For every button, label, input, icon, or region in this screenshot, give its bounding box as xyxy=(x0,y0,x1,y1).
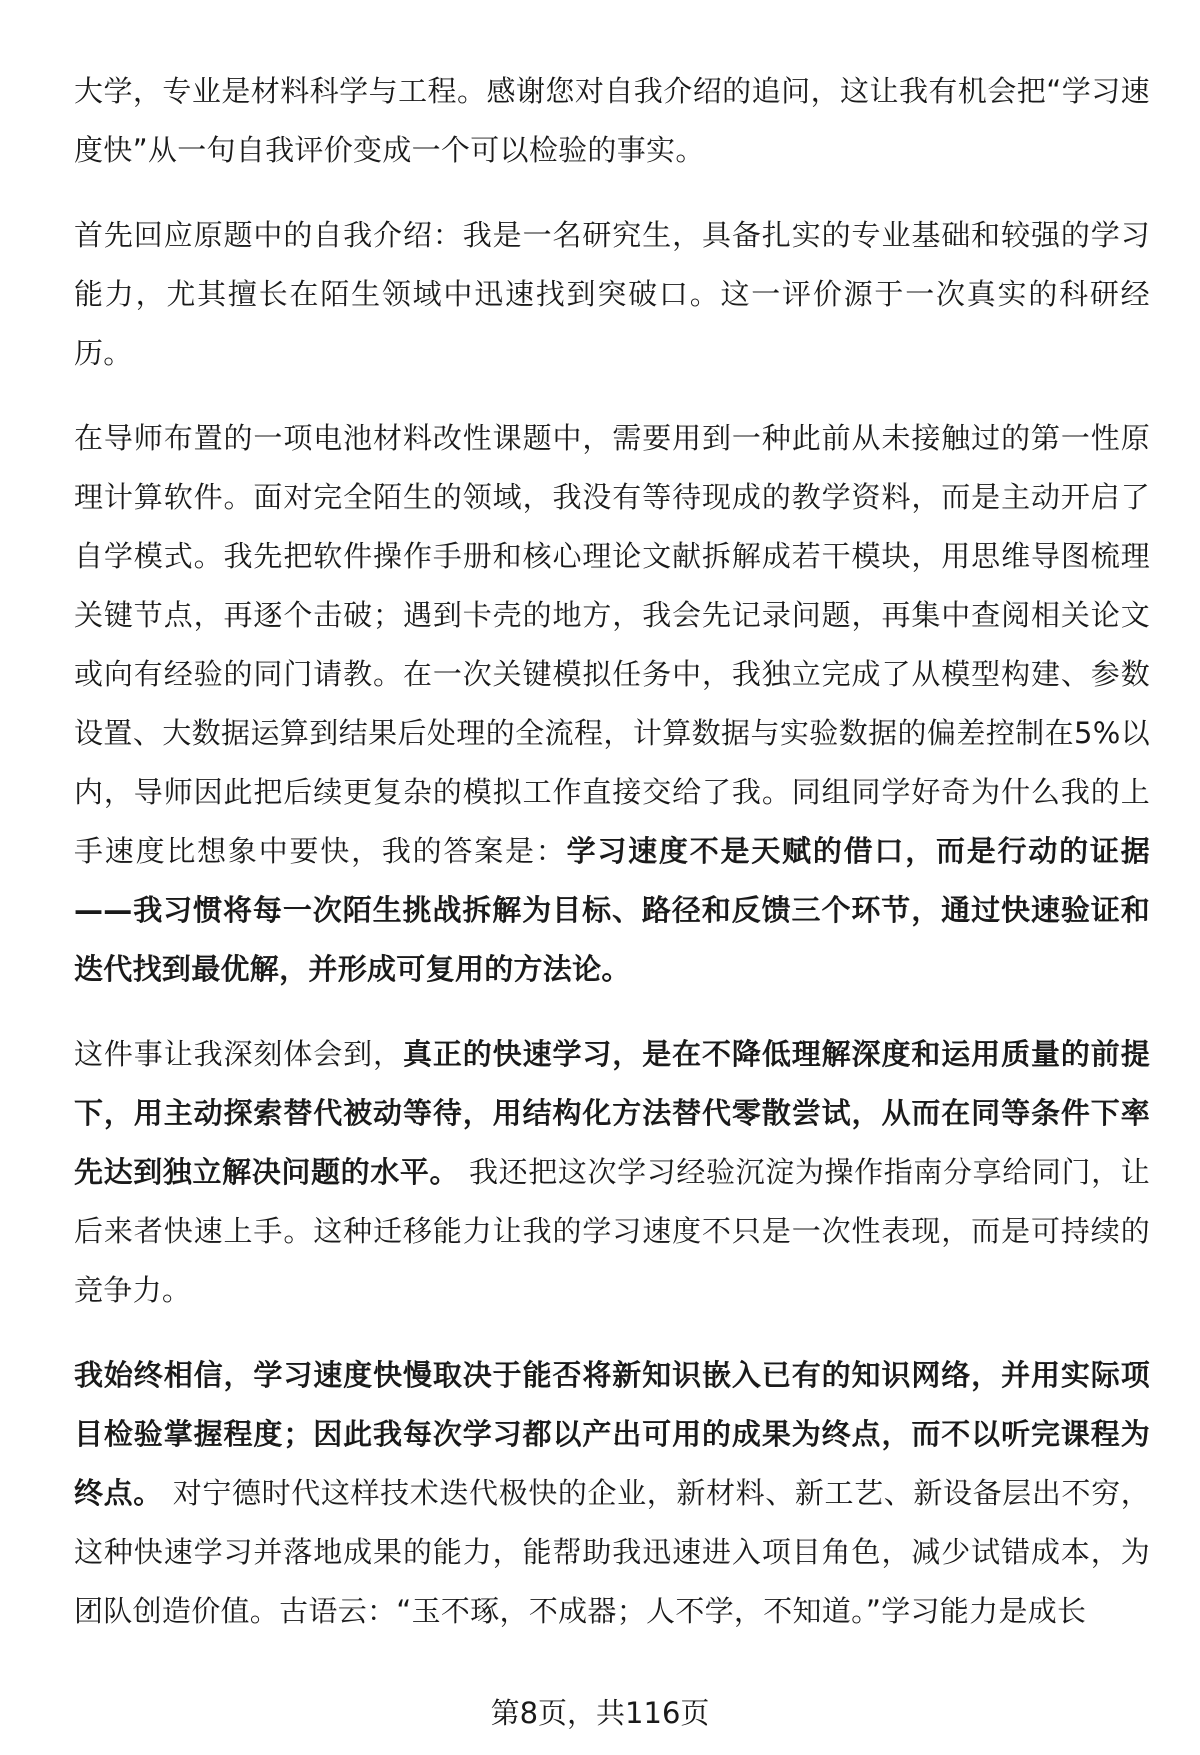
paragraph-1-text: 大学，专业是材料科学与工程。感谢您对自我介绍的追问，这让我有机会把“学习速度快”从一句自我评价变成一个可以检验的事实。 xyxy=(74,74,1150,167)
paragraph-4-text-a: 这件事让我深刻体会到， xyxy=(74,1037,403,1071)
paragraph-5-text: 对宁德时代这样技术迭代极快的企业，新材料、新工艺、新设备层出不穷，这种快速学习并落地成果的能力，能帮助我迅速进入项目角色，减少试错成本，为团队创造价值。古语云：“玉不琢，不成器；人不学，不知道。”学习能力是成长 xyxy=(74,1476,1150,1628)
paragraph-5-bold-text: 我始终相信，学习速度快慢取决于能否将新知识嵌入已有的知识网络，并用实际项目检验掌握程度；因此我每次学习都以产出可用的成果为终点，而不以听完课程为终点。 xyxy=(74,1358,1150,1510)
paragraph-3-text: 在导师布置的一项电池材料改性课题中，需要用到一种此前从未接触过的第一性原理计算软件。面对完全陌生的领域，我没有等待现成的教学资料，而是主动开启了自学模式。我先把软件操作手册和核心理论文献拆解成若干模块，用思维导图梳理关键节点，再逐个击破；遇到卡壳的地方，我会先记录问题，再集中查阅相关论文或向有经验的同门请教。在一次关键模拟任务中，我独立完成了从模型构建、参数设置、大数据运算到结果后处理的全流程，计算数据与实验数据的偏差控制在5%以内，导师因此把后续更复杂的模拟工作直接交给了我。同组同学好奇为什么我的上手速度比想象中要快，我的答案是： xyxy=(74,421,1150,868)
paragraph-5 xyxy=(74,1346,1150,1641)
paragraph-2 xyxy=(74,206,1150,383)
paragraph-3-bold-text: 学习速度不是天赋的借口，而是行动的证据——我习惯将每一次陌生挑战拆解为目标、路径和反馈三个环节，通过快速验证和迭代找到最优解，并形成可复用的方法论。 xyxy=(74,834,1150,986)
paragraph-4-bold-text: 真正的快速学习，是在不降低理解深度和运用质量的前提下，用主动探索替代被动等待，用结构化方法替代零散尝试，从而在同等条件下率先达到独立解决问题的水平。 xyxy=(74,1037,1150,1189)
paragraph-3 xyxy=(74,409,1150,999)
paragraph-1 xyxy=(74,62,1150,180)
paragraph-4-text-b: 我还把这次学习经验沉淀为操作指南分享给同门，让后来者快速上手。这种迁移能力让我的学习速度不只是一次性表现，而是可持续的竞争力。 xyxy=(74,1155,1151,1307)
page-number: 第8页，共116页 xyxy=(490,1696,710,1730)
paragraph-4 xyxy=(74,1025,1150,1320)
document-body xyxy=(74,62,1150,1667)
paragraph-2-text: 首先回应原题中的自我介绍：我是一名研究生，具备扎实的专业基础和较强的学习能力，尤其擅长在陌生领域中迅速找到突破口。这一评价源于一次真实的科研经历。 xyxy=(74,218,1150,370)
